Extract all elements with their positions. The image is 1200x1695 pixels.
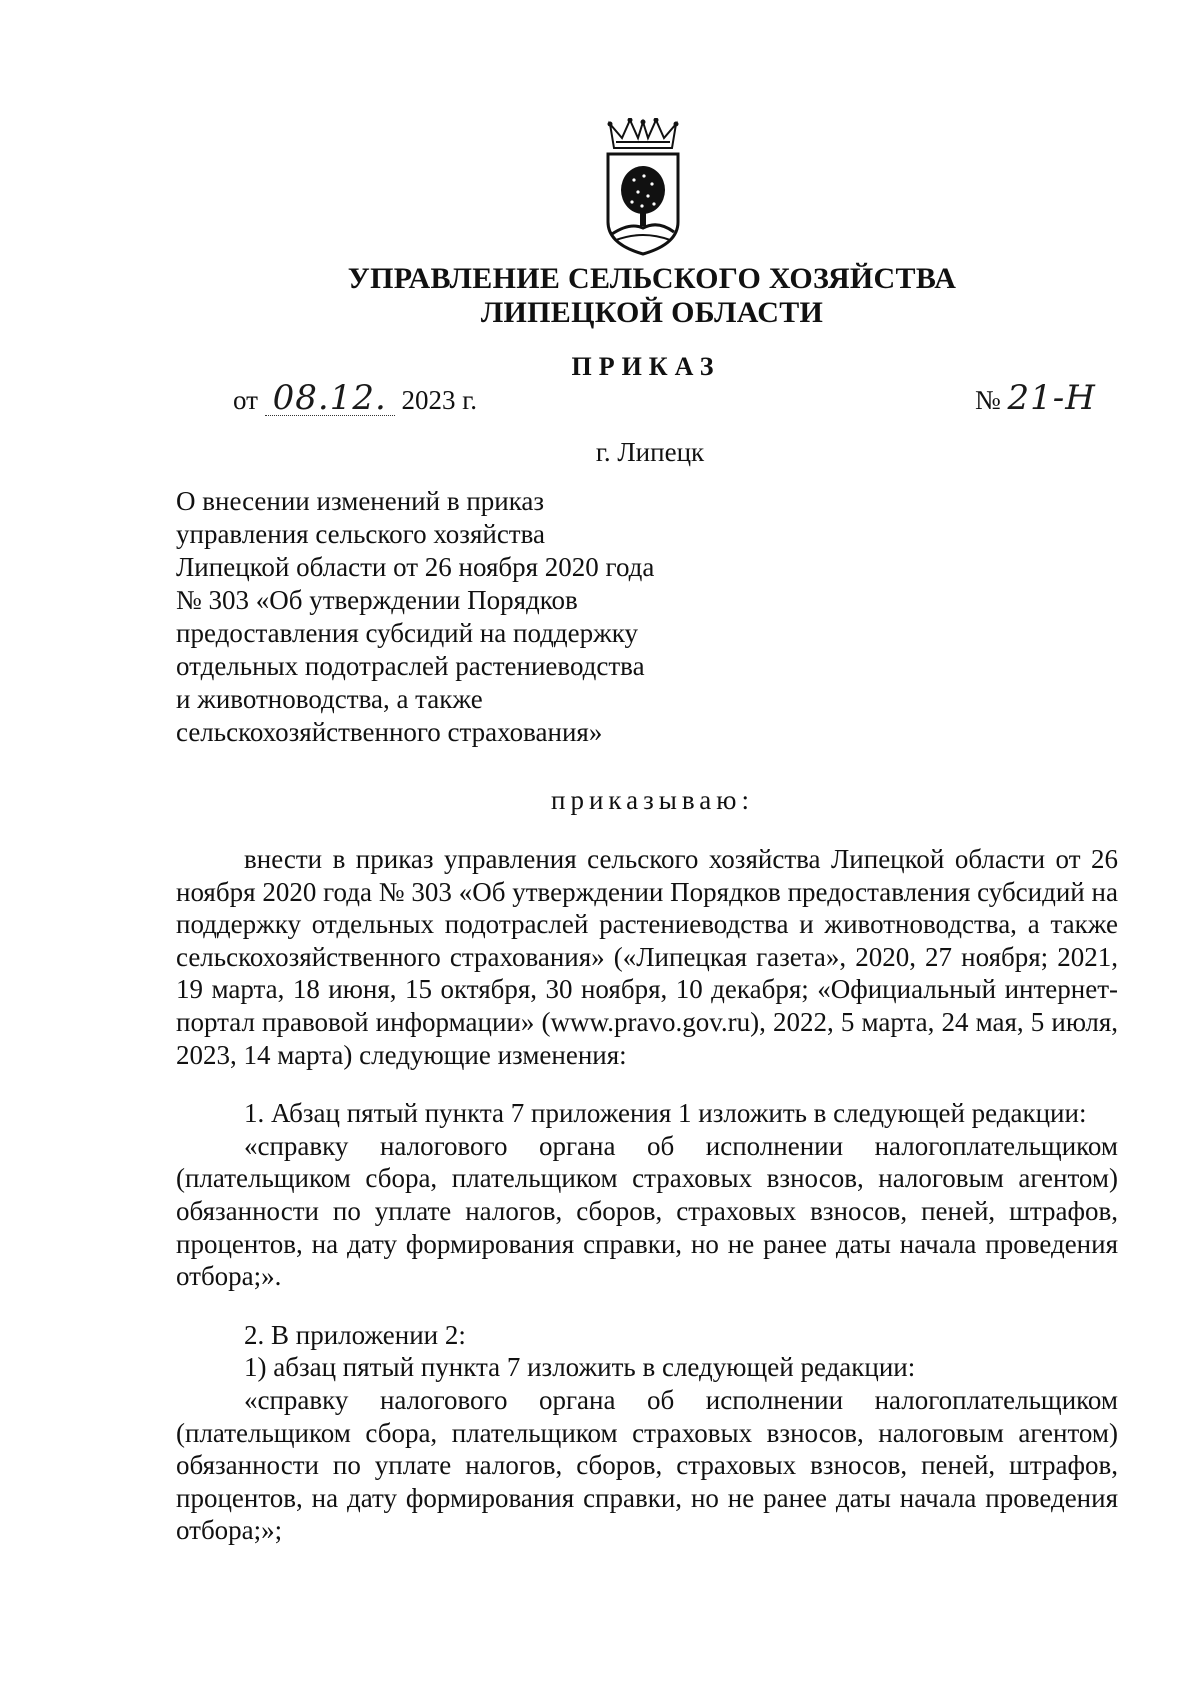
- organization-name-line1: УПРАВЛЕНИЕ СЕЛЬСКОГО ХОЗЯЙСТВА: [347, 262, 957, 295]
- paragraph-gap: [176, 1293, 1118, 1319]
- item2-sub1-heading: 1) абзац пятый пункта 7 изложить в следующей редакции:: [244, 1352, 916, 1383]
- document-type-title: ПРИКАЗ: [571, 352, 721, 381]
- intro-paragraph: внести в приказ управления сельского хозяйства Липецкой области от 26 ноября 2020 года № 303 «Об утверждении Порядков предоставления субсидий на поддержку отдельных подотраслей растениеводства и животноводства, а также сельскохозяйственного страхования» («Липецкая газета», 2020, 27 ноября; 2021, 19 марта, 18 июня, 15 октября, 30 ноября, 10 декабря; «Официальный интернет-портал правовой информации» (www.pravo.gov.ru), 2022, 5 марта, 24 мая, 5 июля, 2023, 14 марта) следующие изменения:: [176, 844, 1118, 1070]
- subject-line: № 303 «Об утверждении Порядков: [176, 585, 578, 615]
- number-prefix: №: [975, 385, 1001, 415]
- document-subject: [176, 485, 736, 749]
- city-name: г. Липецк: [595, 437, 705, 467]
- subject-line: управления сельского хозяйства: [176, 519, 545, 549]
- subject-line: и животноводства, а также: [176, 684, 483, 714]
- paragraph-gap: [176, 1071, 1118, 1097]
- date-prefix: от: [233, 385, 258, 415]
- subject-line: О внесении изменений в приказ: [176, 486, 545, 516]
- subject-line: отдельных подотраслей растениеводства: [176, 651, 645, 681]
- document-body: [176, 843, 1118, 1547]
- item1-text: «справку налогового органа об исполнении налогоплательщиком (плательщиком сбора, плательщиком страховых взносов, налоговым агентом) обязанности по уплате налогов, сборов, страховых взносов, пеней, штрафов, процентов, на дату формирования справки, но не ранее даты начала проведения отбора;».: [176, 1130, 1118, 1292]
- subject-line: Липецкой области от 26 ноября 2020 года: [176, 552, 655, 582]
- subject-line: предоставления субсидий на поддержку: [176, 618, 639, 648]
- handwritten-number: 21-Н: [1007, 378, 1096, 418]
- handwritten-date: 08.12.: [265, 381, 395, 416]
- item1-heading: 1. Абзац пятый пункта 7 приложения 1 изложить в следующей редакции:: [244, 1098, 1087, 1129]
- item2-heading: 2. В приложении 2:: [244, 1319, 466, 1350]
- date-line: [233, 380, 477, 420]
- coat-of-arms-emblem: [600, 118, 686, 258]
- document-number-line: [975, 378, 1096, 420]
- item2-sub1-text: «справку налогового органа об исполнении налогоплательщиком (плательщиком сбора, плательщиком страховых взносов, налоговым агентом) обязанности по уплате налогов, сборов, страховых взносов, пеней, штрафов, процентов, на дату формирования справки, но не ранее даты начала проведения отбора;»;: [176, 1384, 1118, 1546]
- date-year: 2023 г.: [401, 385, 477, 415]
- decree-word: приказываю:: [551, 785, 754, 815]
- subject-line: сельскохозяйственного страхования»: [176, 717, 603, 747]
- organization-name-line2: ЛИПЕЦКОЙ ОБЛАСТИ: [480, 296, 824, 329]
